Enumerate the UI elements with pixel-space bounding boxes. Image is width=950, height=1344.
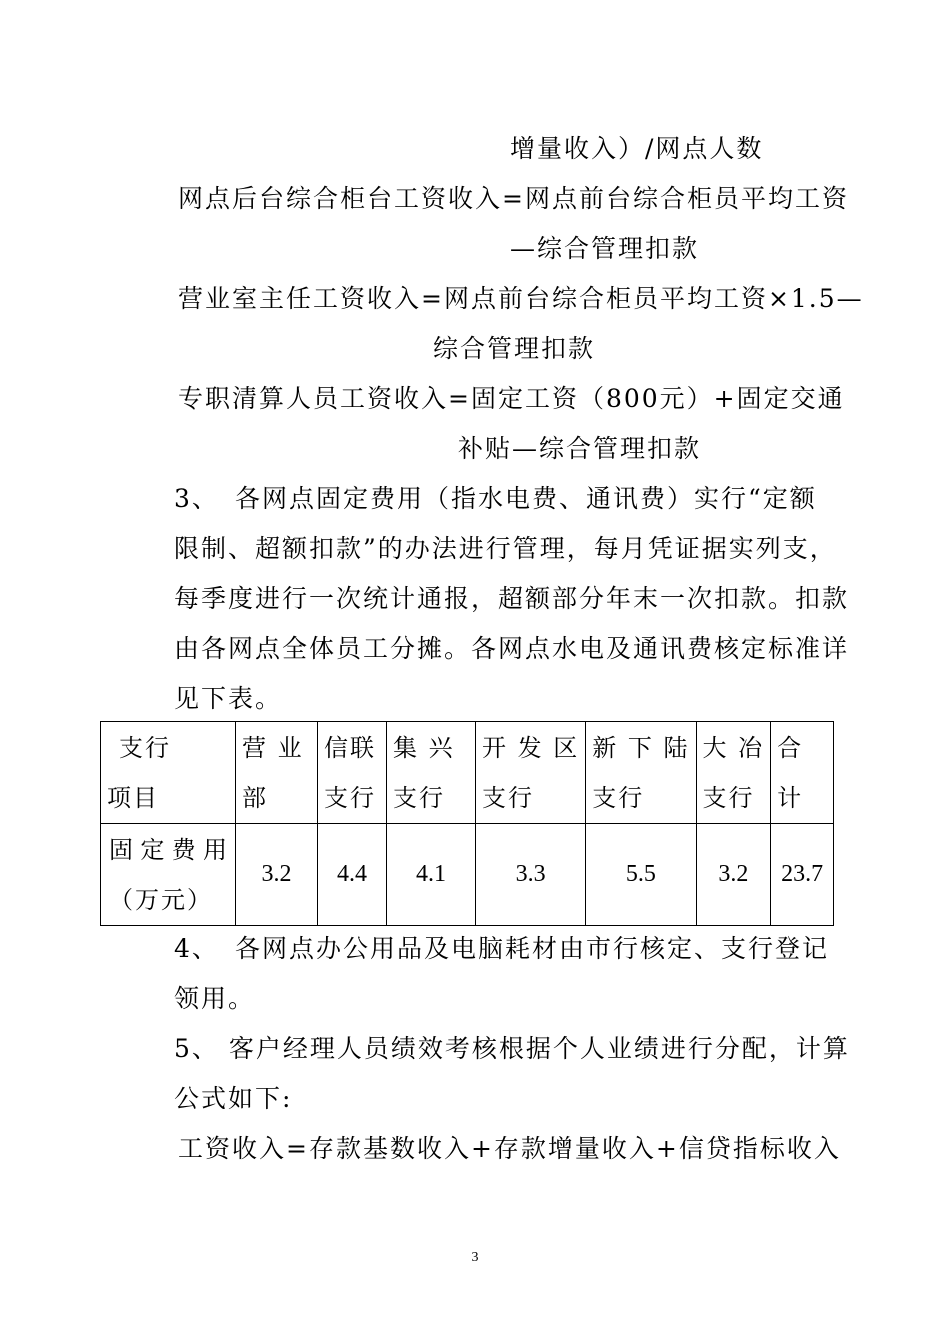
- header-text: 集 兴: [393, 734, 455, 762]
- header-text: 合: [777, 734, 804, 762]
- table-cell: 3.3: [476, 824, 586, 926]
- text-line: —综合管理扣款: [510, 234, 700, 263]
- text-line: 各网点固定费用（指水电费、通讯费）实行“定额: [235, 484, 817, 513]
- row-label-text: （万元）: [109, 886, 213, 914]
- header-text: 项目: [107, 784, 159, 812]
- header-text: 开 发 区: [482, 734, 580, 762]
- text-line: 增量收入）/网点人数: [510, 134, 764, 163]
- header-text: 大 冶: [702, 734, 765, 762]
- text-line: 各网点办公用品及电脑耗材由市行核定、支行登记: [235, 934, 830, 963]
- table-header-row: [101, 722, 834, 824]
- text-line: 专职清算人员工资收入=固定工资（800元）+固定交通: [178, 384, 845, 413]
- header-text: 信联: [324, 734, 376, 762]
- table-cell: 3.2: [696, 824, 771, 926]
- table-cell: 4.4: [318, 824, 387, 926]
- text-line: 领用。: [174, 984, 256, 1013]
- header-text: 计: [777, 784, 804, 812]
- text-line: 由各网点全体员工分摊。各网点水电及通讯费核定标准详: [174, 634, 850, 663]
- table-cell: 23.7: [771, 824, 834, 926]
- list-number: 4、: [174, 934, 219, 963]
- header-text: 营 业: [242, 734, 304, 762]
- text-line: 营业室主任工资收入=网点前台综合柜员平均工资×1.5—: [178, 284, 864, 313]
- text-line: 见下表。: [174, 684, 283, 713]
- header-text: 支行: [324, 784, 376, 812]
- text-line: 网点后台综合柜台工资收入=网点前台综合柜员平均工资: [178, 184, 849, 213]
- table-header-cell: [236, 722, 318, 824]
- text-line: 工资收入=存款基数收入+存款增量收入+信贷指标收入: [178, 1134, 841, 1163]
- header-text: 新 下 陆: [592, 734, 690, 762]
- text-line: 补贴—综合管理扣款: [458, 434, 702, 463]
- table-header-cell: [586, 722, 696, 824]
- text-line: 5、 客户经理人员绩效考核根据个人业绩进行分配，计算: [174, 1034, 850, 1063]
- text-line: 每季度进行一次统计通报，超额部分年末一次扣款。扣款: [174, 584, 850, 613]
- table-cell: 5.5: [586, 824, 696, 926]
- row-label-text: 固定费用: [109, 836, 229, 864]
- header-text: 支行: [119, 734, 171, 762]
- table-header-cell: [771, 722, 834, 824]
- table-header-cell: [696, 722, 771, 824]
- table-cell: 3.2: [236, 824, 318, 926]
- fixed-cost-table: [100, 721, 834, 926]
- text-line: 综合管理扣款: [433, 334, 596, 363]
- table-corner-cell: [101, 722, 236, 824]
- header-text: 部: [242, 784, 268, 812]
- table-header-cell: [476, 722, 586, 824]
- list-number: 3、: [174, 484, 219, 513]
- table-row: [101, 824, 834, 926]
- text-line: 限制、超额扣款”的办法进行管理，每月凭证据实列支，: [174, 534, 837, 563]
- table-cell: 4.1: [387, 824, 476, 926]
- header-text: 支行: [702, 784, 755, 812]
- text-line: 公式如下:: [174, 1084, 293, 1113]
- header-text: 支行: [393, 784, 445, 812]
- header-text: 支行: [482, 784, 534, 812]
- table-header-cell: [387, 722, 476, 824]
- page-number: 3: [471, 1250, 479, 1265]
- table-row-label: [101, 824, 236, 926]
- table-header-cell: [318, 722, 387, 824]
- header-text: 支行: [592, 784, 645, 812]
